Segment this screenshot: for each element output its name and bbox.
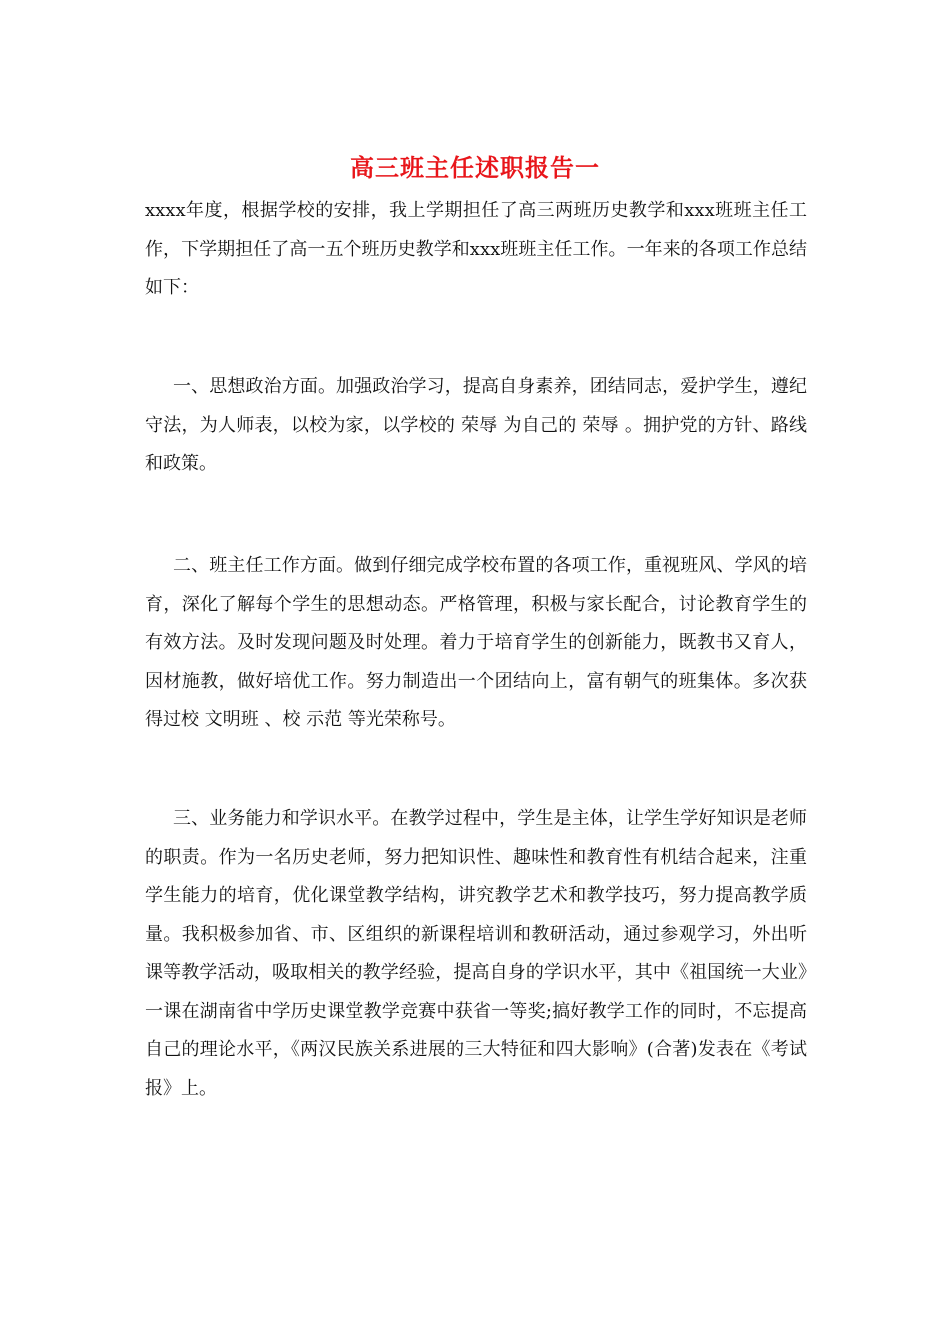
intro-paragraph: xxxx年度，根据学校的安排，我上学期担任了高三两班历史教学和xxx班班主任工作，下学期担任了高一五个班历史教学和xxx班班主任工作。一年来的各项工作总结如下：: [145, 200, 807, 298]
section-political-thought: 一、思想政治方面。加强政治学习，提高自身素养，团结同志，爱护学生，遵纪守法，为人师表，以校为家，以学校的 荣辱 为自己的 荣辱 。拥护党的方针、路线和政策。: [145, 376, 807, 474]
section-professional-ability: 三、业务能力和学识水平。在教学过程中，学生是主体，让学生学好知识是老师的职责。作为一名历史老师，努力把知识性、趣味性和教育性有机结合起来，注重学生能力的培育，优化课堂教学结构，讲究教学艺术和教学技巧，努力提高教学质量。我积极参加省、市、区组织的新课程培训和教研活动，通过参观学习，外出听课等教学活动，吸取相关的教学经验，提高自身的学识水平，其中《祖国统一大业》一课在湖南省中学历史课堂教学竞赛中获省一等奖;搞好教学工作的同时，不忘提高自己的理论水平，《两汉民族关系进展的三大特征和四大影响》(合著)发表在《考试报》上。: [145, 808, 807, 1099]
document-title: 高三班主任述职报告一: [350, 153, 600, 182]
section-class-teacher-work: 二、班主任工作方面。做到仔细完成学校布置的各项工作，重视班风、学风的培育，深化了解每个学生的思想动态。严格管理，积极与家长配合，讨论教育学生的有效方法。及时发现问题及时处理。着力于培育学生的创新能力，既教书又育人，因材施教，做好培优工作。努力制造出一个团结向上，富有朝气的班集体。多次获得过校 文明班 、校 示范 等光荣称号。: [145, 555, 807, 730]
